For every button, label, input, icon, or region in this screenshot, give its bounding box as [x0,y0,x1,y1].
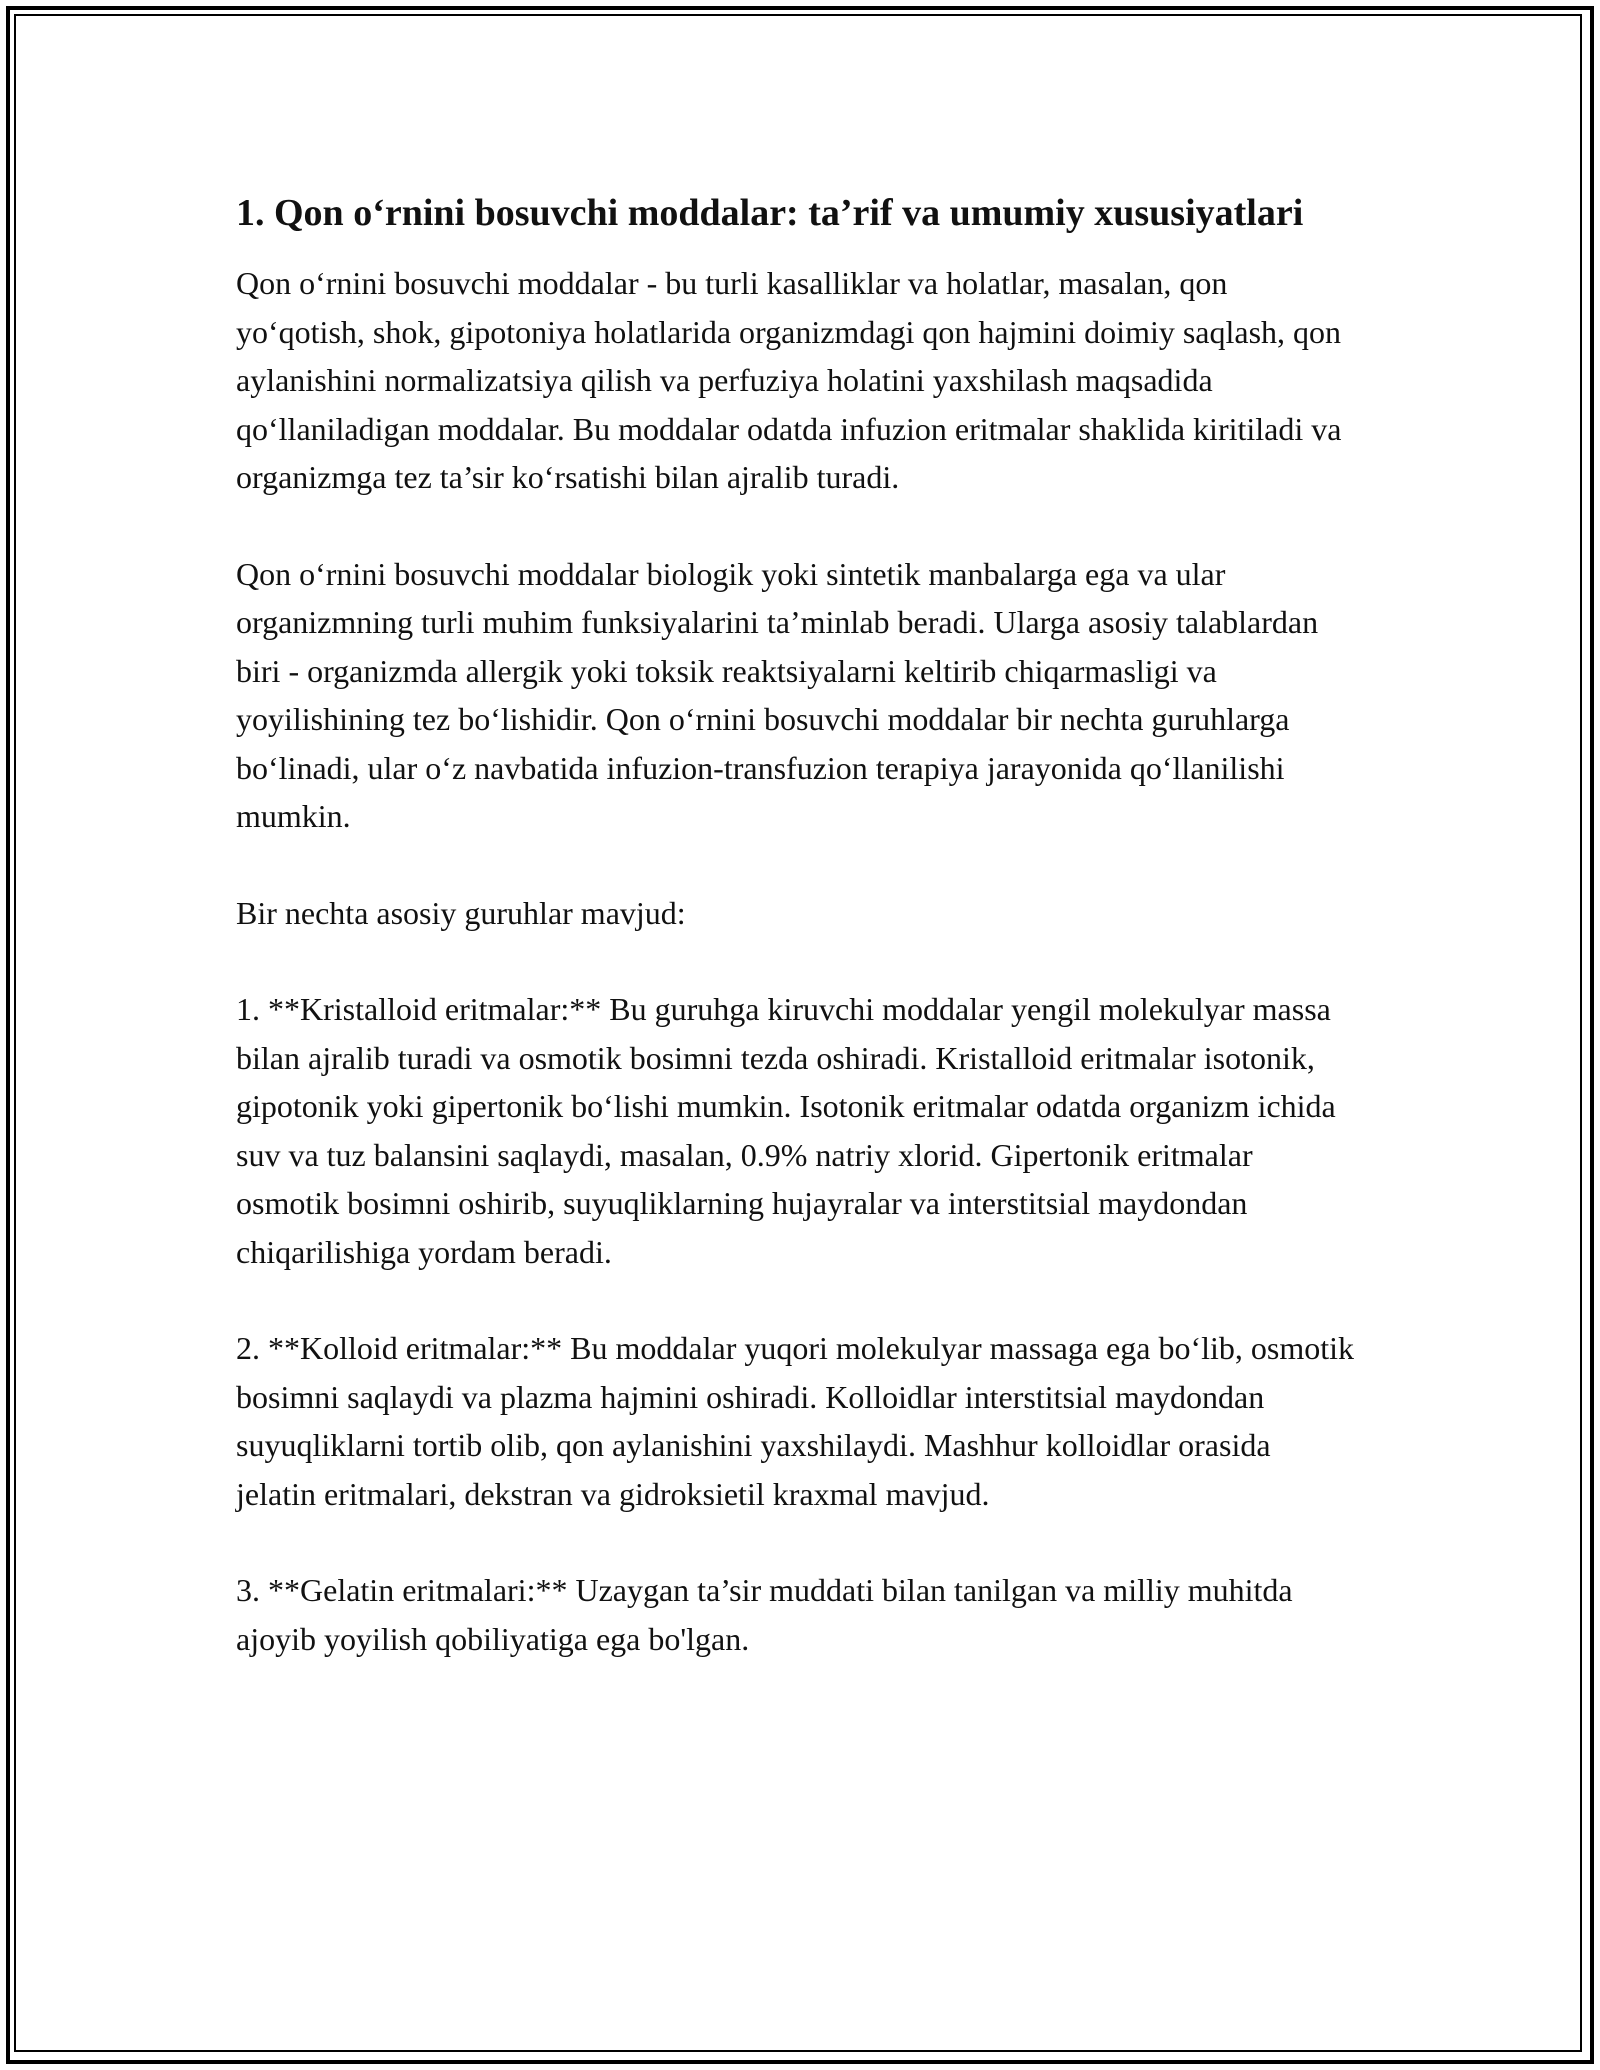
list-item-gelatin: 3. **Gelatin eritmalari:** Uzaygan ta’sir muddati bilan tanilgan va milliy muhitda ajoyib yoyilish qobiliyatiga ega bo'lgan. [236,1572,1293,1657]
list-item-crystalloids: 1. **Kristalloid eritmalar:** Bu guruhga kiruvchi moddalar yengil molekulyar massa bilan ajralib turadi va osmotik bosimni tezda oshiradi. Kristalloid eritmalar isotonik, gipotonik yoki gipertonik bo‘lishi mumkin. Isotonik eritmalar odatda organizm ichida suv va tuz balansini saqlaydi, masalan, 0.9% natriy xlorid. Gipertonik eritmalar osmotik bosimni oshirib, suyuqliklarning hujayralar va interstitsial maydondan chiqarilishiga yordam beradi. [236,991,1336,1270]
page-title: 1. Qon o‘rnini bosuvchi moddalar: ta’rif va umumiy xususiyatlari [236,192,1304,234]
paragraph-properties: Qon o‘rnini bosuvchi moddalar biologik yoki sintetik manbalarga ega va ular organizmning turli muhim funksiyalarini ta’minlab beradi. Ularga asosiy talablardan biri - organizmda allergik yoki toksik reaktsiyalarni keltirib chiqarmasligi va yoyilishining tez bo‘lishidir. Qon o‘rnini bosuvchi moddalar bir nechta guruhlarga bo‘linadi, ular o‘z navbatida infuzion-transfuzion terapiya jarayonida qo‘llanilishi mumkin. [236,555,1319,834]
paragraph-definition: Qon o‘rnini bosuvchi moddalar - bu turli kasalliklar va holatlar, masalan, qon yo‘qotish, shok, gipotoniya holatlarida organizmdagi qon hajmini doimiy saqlash, qon aylanishini normalizatsiya qilish va perfuziya holatini yaxshilash maqsadida qo‘llaniladigan moddalar. Bu moddalar odatda infuzion eritmalar shaklida kiritiladi va organizmga tez ta’sir ko‘rsatishi bilan ajralib turadi. [236,265,1342,495]
list-item-colloids: 2. **Kolloid eritmalar:** Bu moddalar yuqori molekulyar massaga ega bo‘lib, osmotik bosimni saqlaydi va plazma hajmini oshiradi. Kolloidlar interstitsial maydondan suyuqliklarni tortib olib, qon aylanishini yaxshilaydi. Mashhur kolloidlar orasida jelatin eritmalari, dekstran va gidroksietil kraxmal mavjud. [236,1330,1354,1512]
document-body [236,186,1356,1711]
paragraph-groups-intro: Bir nechta asosiy guruhlar mavjud: [236,894,686,931]
